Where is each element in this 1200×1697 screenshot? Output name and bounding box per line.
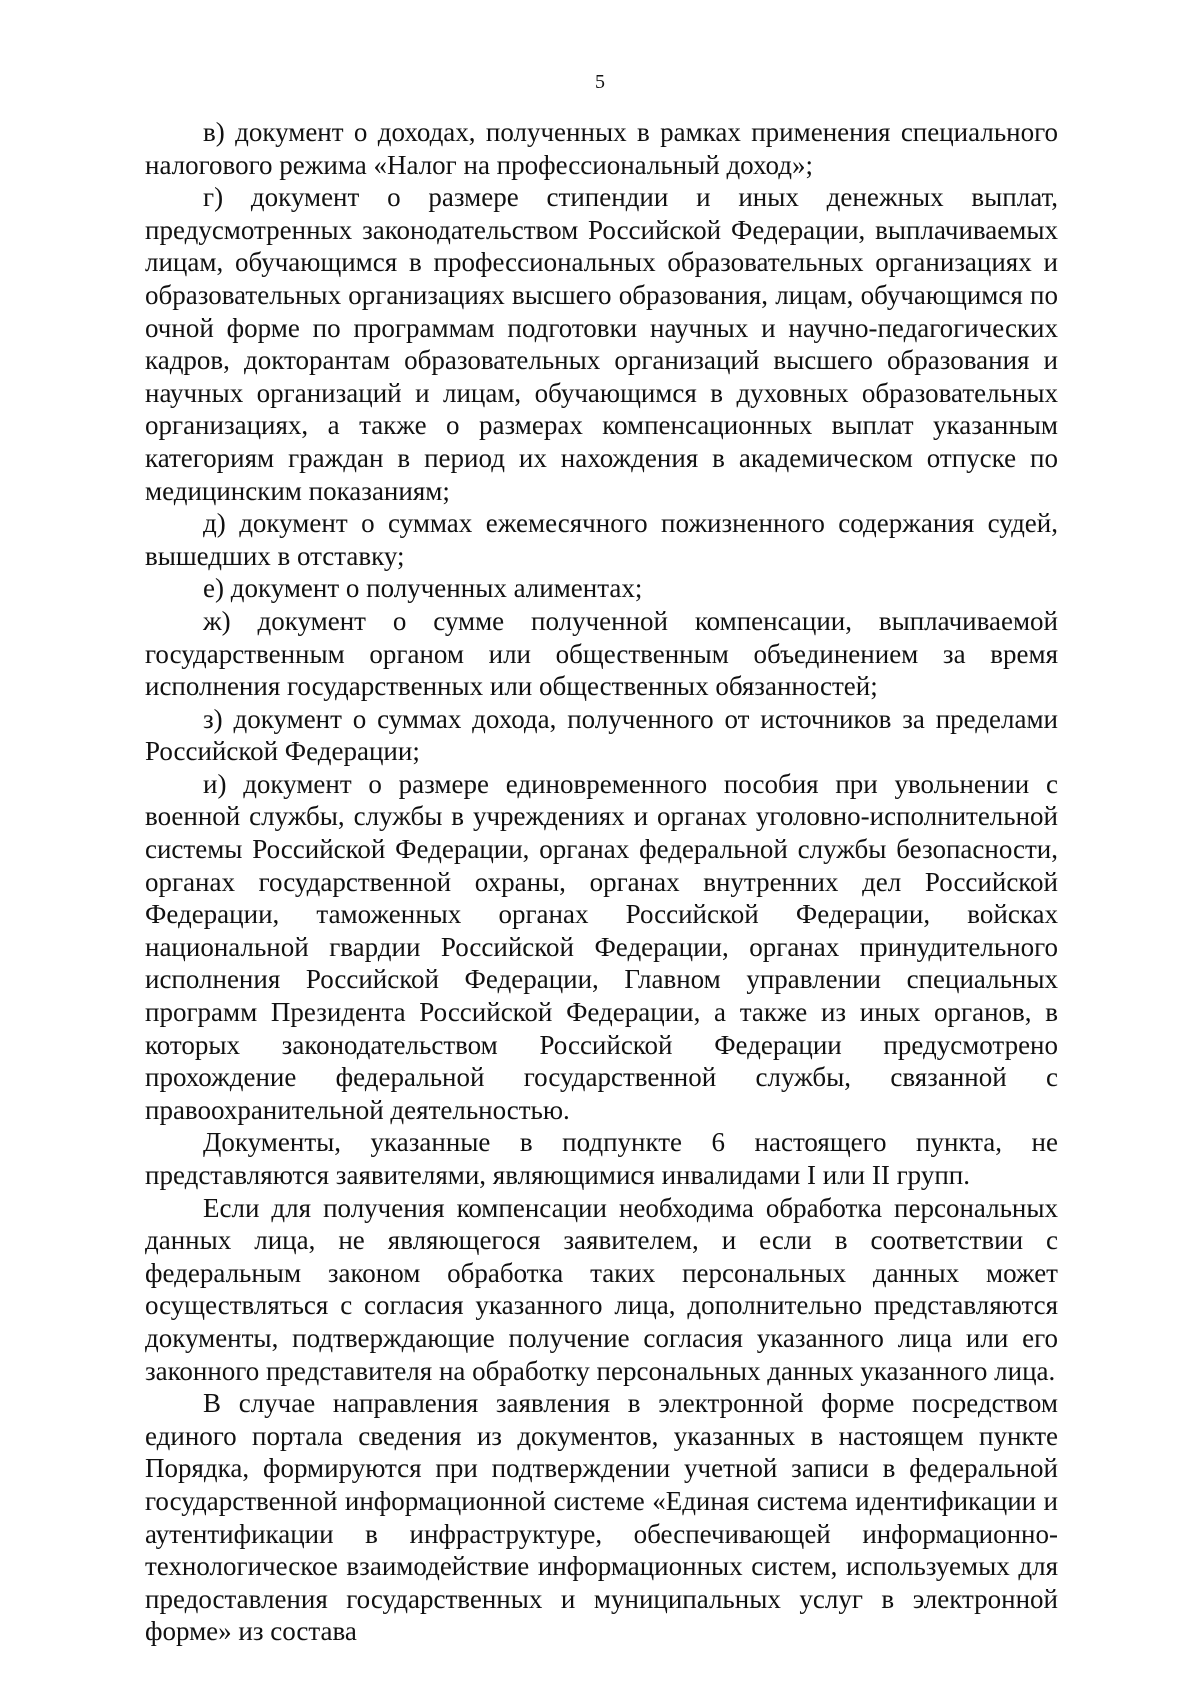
paragraph-item-i: и) документ о размере единовременного пособия при увольнении с военной службы, службы в учреждениях и органах уголовно-исполнительной системы Российской Федерации, органах федеральной службы безопасности, органах государственной охраны, органах внутренних дел Российской Федерации, таможенных органах Российской Федерации, войсках национальной гвардии Российской Федерации, органах принудительного исполнения Российской Федерации, Главном управлении специальных программ Президента Российской Федерации, а также из иных органов, в которых законодательством Российской Федерации предусмотрено прохождение федеральной государственной службы, связанной с правоохранительной деятельностью. xyxy=(145,768,1058,1125)
paragraph-item-z: з) документ о суммах дохода, полученного от источников за пределами Российской Федерации; xyxy=(145,703,1058,767)
paragraph-item-e: е) документ о полученных алиментах; xyxy=(203,573,643,604)
paragraph-item-g: г) документ о размере стипендии и иных денежных выплат, предусмотренных законодательством Российской Федерации, выплачиваемых лицам, обучающимся в профессиональных образовательных организациях и образовательных организациях высшего образования, лицам, обучающимся по очной форме по программам подготовки научных и научно-педагогических кадров, докторантам образовательных организаций высшего образования и научных организаций и лицам, обучающимся в духовных образовательных организациях, а также о размерах компенсационных выплат указанным категориям граждан в период их нахождения в академическом отпуске по медицинским показаниям; xyxy=(145,182,1058,506)
paragraph-documents-exemption: Документы, указанные в подпункте 6 настоящего пункта, не представляются заявителями, являющимися инвалидами I или II групп. xyxy=(145,1127,1058,1190)
paragraph-electronic-submission: В случае направления заявления в электронной форме посредством единого портала сведения из документов, указанных в настоящем пункте Порядка, формируются при подтверждении учетной записи в федеральной государственной информационной системе «Единая система идентификации и аутентификации в инфраструктуре, обеспечивающей информационно-технологическое взаимодействие информационных систем, используемых для предоставления государственных и муниципальных услуг в электронной форме» из состава xyxy=(145,1388,1058,1647)
paragraph-item-d: д) документ о суммах ежемесячного пожизненного содержания судей, вышедших в отставку; xyxy=(145,508,1058,571)
document-body xyxy=(145,116,1058,1648)
paragraph-item-zh: ж) документ о сумме полученной компенсации, выплачиваемой государственным органом или общественным объединением за время исполнения государственных или общественных обязанностей; xyxy=(145,605,1058,702)
paragraph-personal-data-consent: Если для получения компенсации необходима обработка персональных данных лица, не являющегося заявителем, и если в соответствии с федеральным законом обработка таких персональных данных может осуществляться с согласия указанного лица, дополнительно представляются документы, подтверждающие получение согласия указанного лица или его законного представителя на обработку персональных данных указанного лица. xyxy=(145,1192,1058,1386)
page-number: 5 xyxy=(595,71,605,93)
paragraph-item-v: в) документ о доходах, полученных в рамках применения специального налогового режима «Налог на профессиональный доход»; xyxy=(145,117,1058,180)
